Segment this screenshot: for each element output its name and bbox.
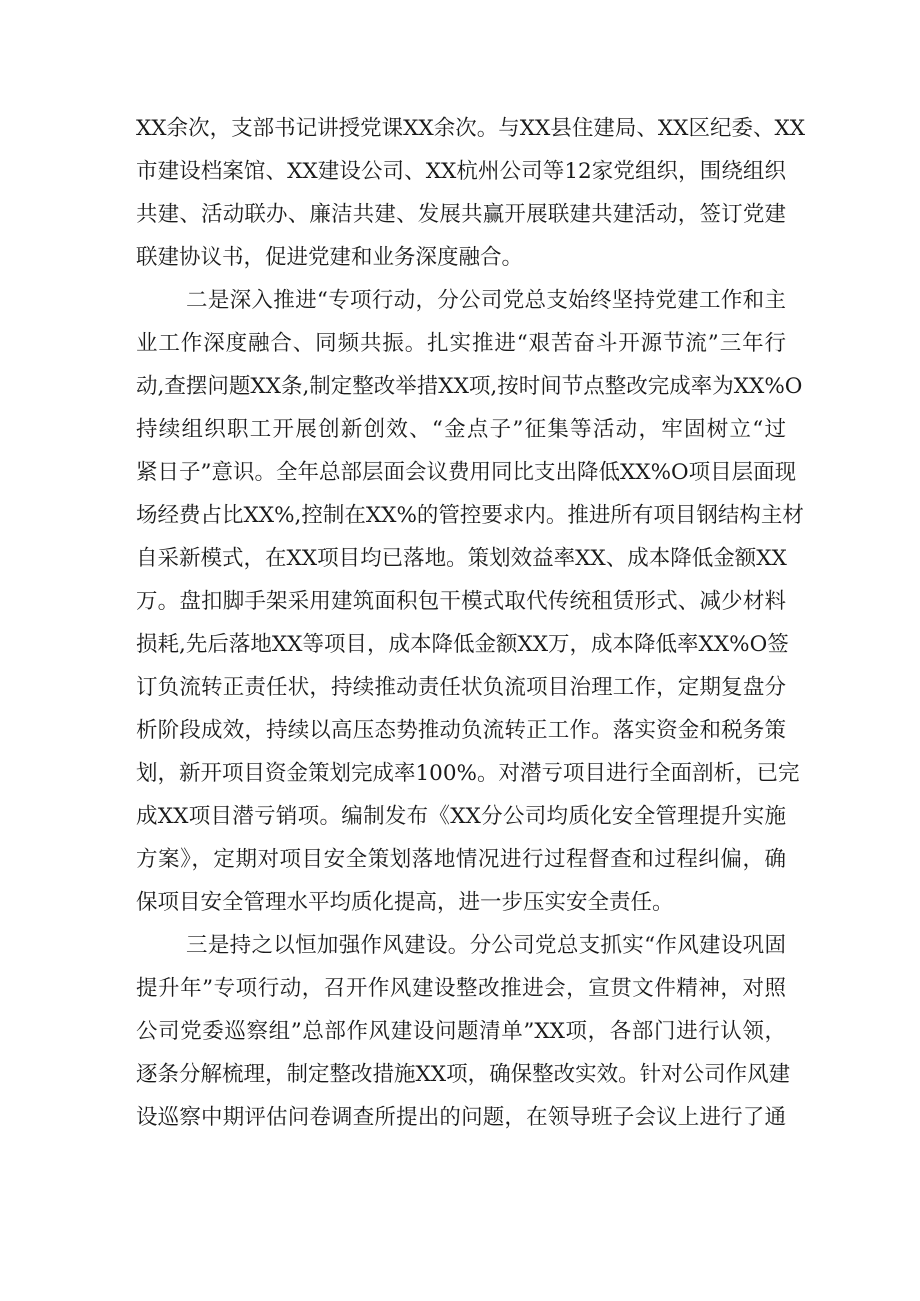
text-line: 市建设档案馆、XX建设公司、XX杭州公司等12家党组织，围绕组织	[136, 159, 786, 184]
text-line: 业工作深度融合、同频共振。扎实推进“艰苦奋斗开源节流”三年行	[136, 331, 786, 356]
text-line: 自采新模式，在XX项目均已落地。策划效益率XX、成本降低金额XX	[136, 546, 787, 571]
text-line: 方案》，定期对项目安全策划落地情况进行过程督查和过程纠偏，确	[136, 847, 786, 872]
text-line: 持续组织职工开展创新创效、“金点子”征集等活动，牢固树立“过	[136, 417, 786, 442]
text-line: 紧日子”意识。全年总部层面会议费用同比支出降低XX%O项目层面现	[136, 460, 797, 485]
text-line: 析阶段成效，持续以高压态势推动负流转正工作。落实资金和税务策	[136, 718, 786, 743]
text-line: 万。盘扣脚手架采用建筑面积包干模式取代传统租赁形式、减少材料	[136, 589, 786, 614]
text-line: 保项目安全管理水平均质化提高，进一步压实安全责任。	[136, 890, 674, 915]
text-line: 逐条分解梳理，制定整改措施XX项，确保整改实效。针对公司作风建	[136, 1062, 791, 1087]
text-line: 设巡察中期评估问卷调查所提出的问题，在领导班子会议上进行了通	[136, 1105, 786, 1130]
text-line: 公司党委巡察组”总部作风建设问题清单”XX项，各部门进行认领，	[136, 1019, 786, 1044]
text-line: 联建协议书，促进党建和业务深度融合。	[136, 245, 524, 270]
text-line: 场经费占比XX%,控制在XX%的管控要求内。推进所有项目钢结构主材	[136, 503, 804, 528]
text-line: 成XX项目潜亏销项。编制发布《XX分公司均质化安全管理提升实施	[136, 804, 786, 829]
text-line: 共建、活动联办、廉洁共建、发展共赢开展联建共建活动，签订党建	[136, 202, 786, 227]
text-line: 损耗,先后落地XX等项目，成本降低金额XX万，成本降低率XX%O签	[136, 632, 789, 657]
text-line: XX余次，支部书记讲授党课XX余次。与XX县住建局、XX区纪委、XX	[136, 116, 806, 141]
text-line: 划，新开项目资金策划完成率100%。对潜亏项目进行全面剖析，已完	[136, 761, 800, 786]
paragraph-first-line: 三是持之以恒加强作风建设。分公司党总支抓实“作风建设巩固	[186, 933, 786, 958]
text-line: 动,查摆问题XX条,制定整改举措XX项,按时间节点整改完成率为XX%O	[136, 374, 803, 399]
text-line: 提升年”专项行动，召开作风建设整改推进会，宣贯文件精神，对照	[136, 976, 786, 1001]
text-line: 订负流转正责任状，持续推动责任状负流项目治理工作，定期复盘分	[136, 675, 786, 700]
paragraph-first-line: 二是深入推进“专项行动，分公司党总支始终坚持党建工作和主	[186, 288, 786, 313]
